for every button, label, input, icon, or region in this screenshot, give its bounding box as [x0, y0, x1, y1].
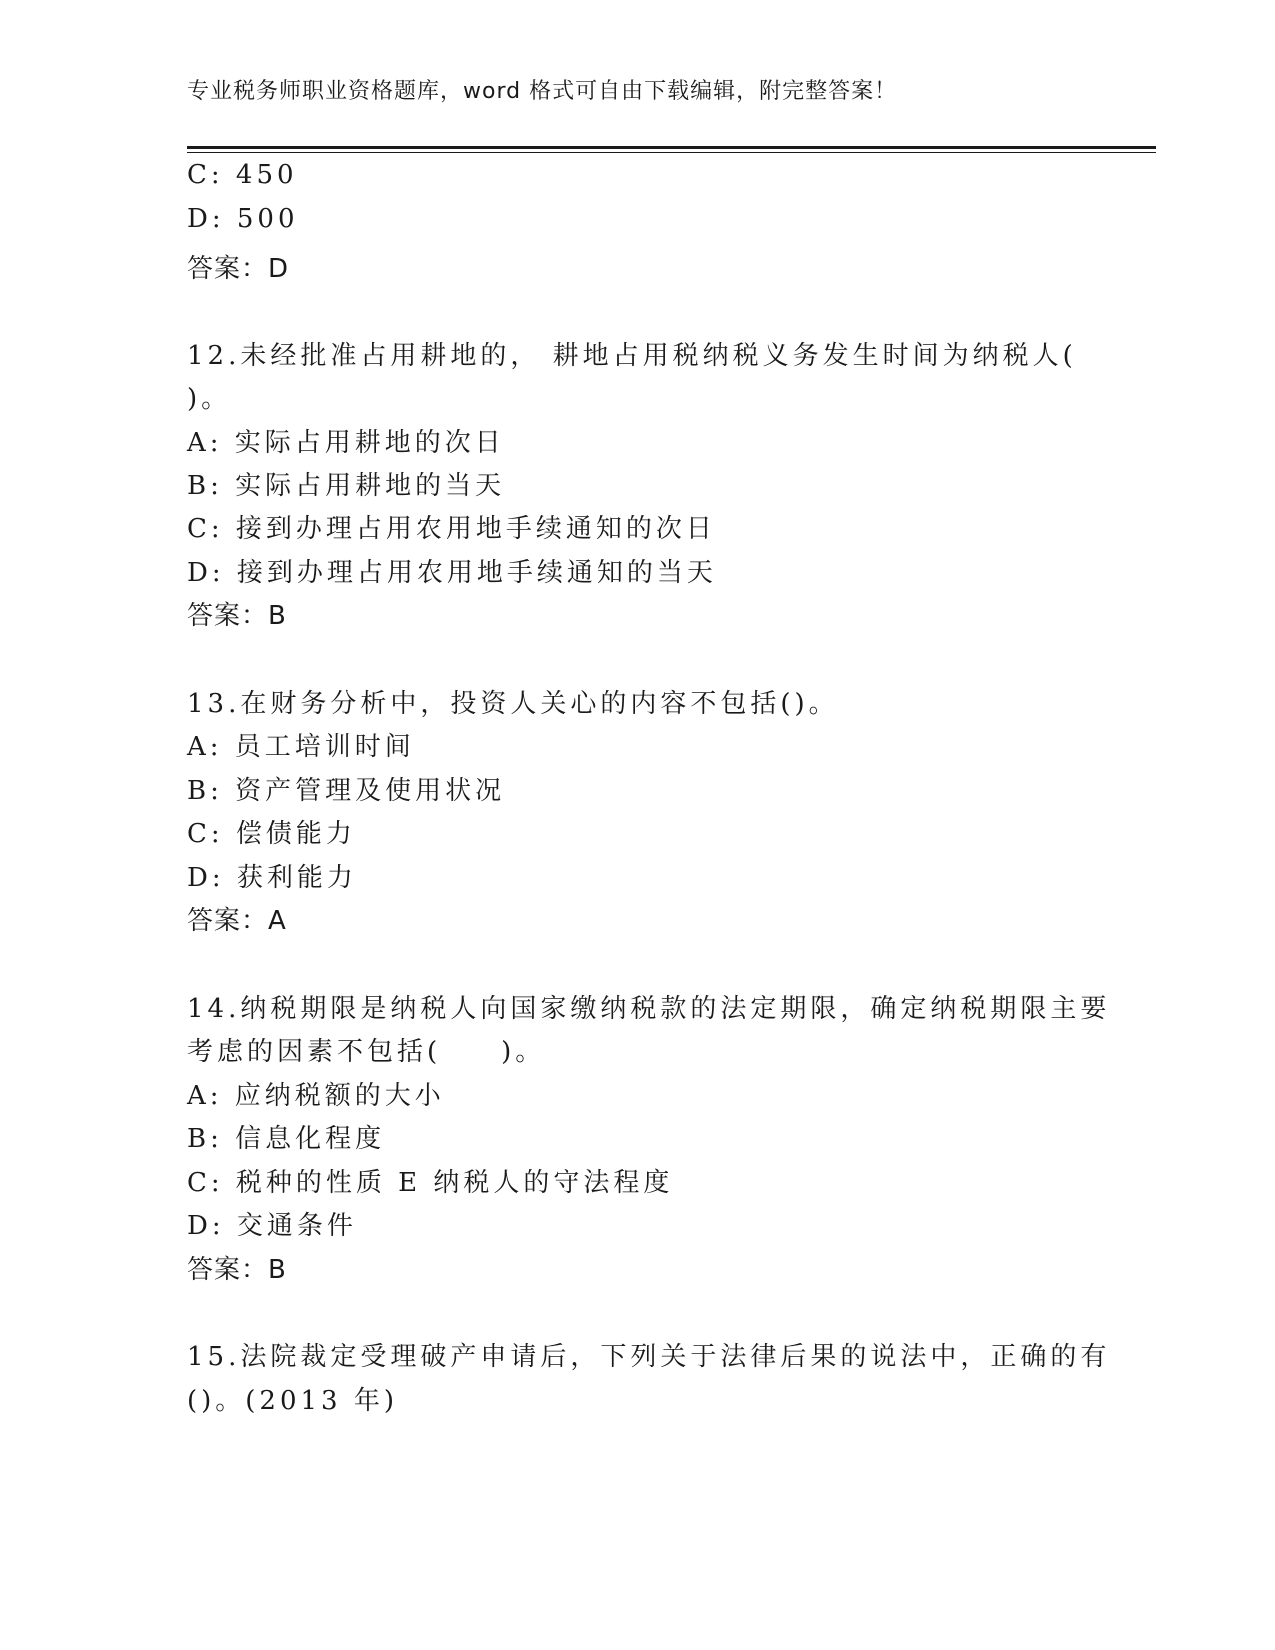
- question-13: 13.在财务分析中，投资人关心的内容不包括()。: [187, 689, 839, 719]
- option-c-q13: C: 偿债能力: [187, 819, 356, 849]
- option-b-q14: B: 信息化程度: [187, 1124, 386, 1154]
- answer-q13: 答案：A: [187, 906, 287, 936]
- question-14-line1: 14.纳税期限是纳税人向国家缴纳税款的法定期限，确定纳税期限主要: [187, 994, 1111, 1024]
- option-d-q12: D: 接到办理占用农用地手续通知的当天: [187, 558, 717, 588]
- option-c-q12: C: 接到办理占用农用地手续通知的次日: [187, 514, 716, 544]
- answer-q12: 答案：B: [187, 601, 287, 631]
- answer-q11: 答案：D: [187, 254, 290, 284]
- question-15-line2: ()。(2013 年): [187, 1386, 399, 1416]
- option-a-q12: A: 实际占用耕地的次日: [187, 428, 505, 458]
- option-b-q12: B: 实际占用耕地的当天: [187, 471, 506, 501]
- option-d-q13: D: 获利能力: [187, 863, 357, 893]
- option-b-q13: B: 资产管理及使用状况: [187, 776, 506, 806]
- option-d-q11: D: 500: [187, 204, 299, 234]
- question-15-line1: 15.法院裁定受理破产申请后，下列关于法律后果的说法中，正确的有: [187, 1342, 1111, 1372]
- option-c-q14: C: 税种的性质 E 纳税人的守法程度: [187, 1168, 674, 1198]
- header-rule-thin: [187, 152, 1156, 153]
- option-c-q11: C: 450: [187, 160, 298, 190]
- option-a-q14: A: 应纳税额的大小: [187, 1081, 445, 1111]
- question-12-line2: )。: [187, 384, 232, 414]
- answer-q14: 答案：B: [187, 1255, 287, 1285]
- question-14-line2: 考虑的因素不包括( )。: [187, 1037, 546, 1067]
- question-12-line1: 12.未经批准占用耕地的， 耕地占用税纳税义务发生时间为纳税人(: [187, 341, 1077, 371]
- option-d-q14: D: 交通条件: [187, 1211, 357, 1241]
- page-header: 专业税务师职业资格题库，word 格式可自由下载编辑，附完整答案！: [187, 79, 898, 104]
- option-a-q13: A: 员工培训时间: [187, 732, 415, 762]
- header-rule-thick: [187, 146, 1156, 149]
